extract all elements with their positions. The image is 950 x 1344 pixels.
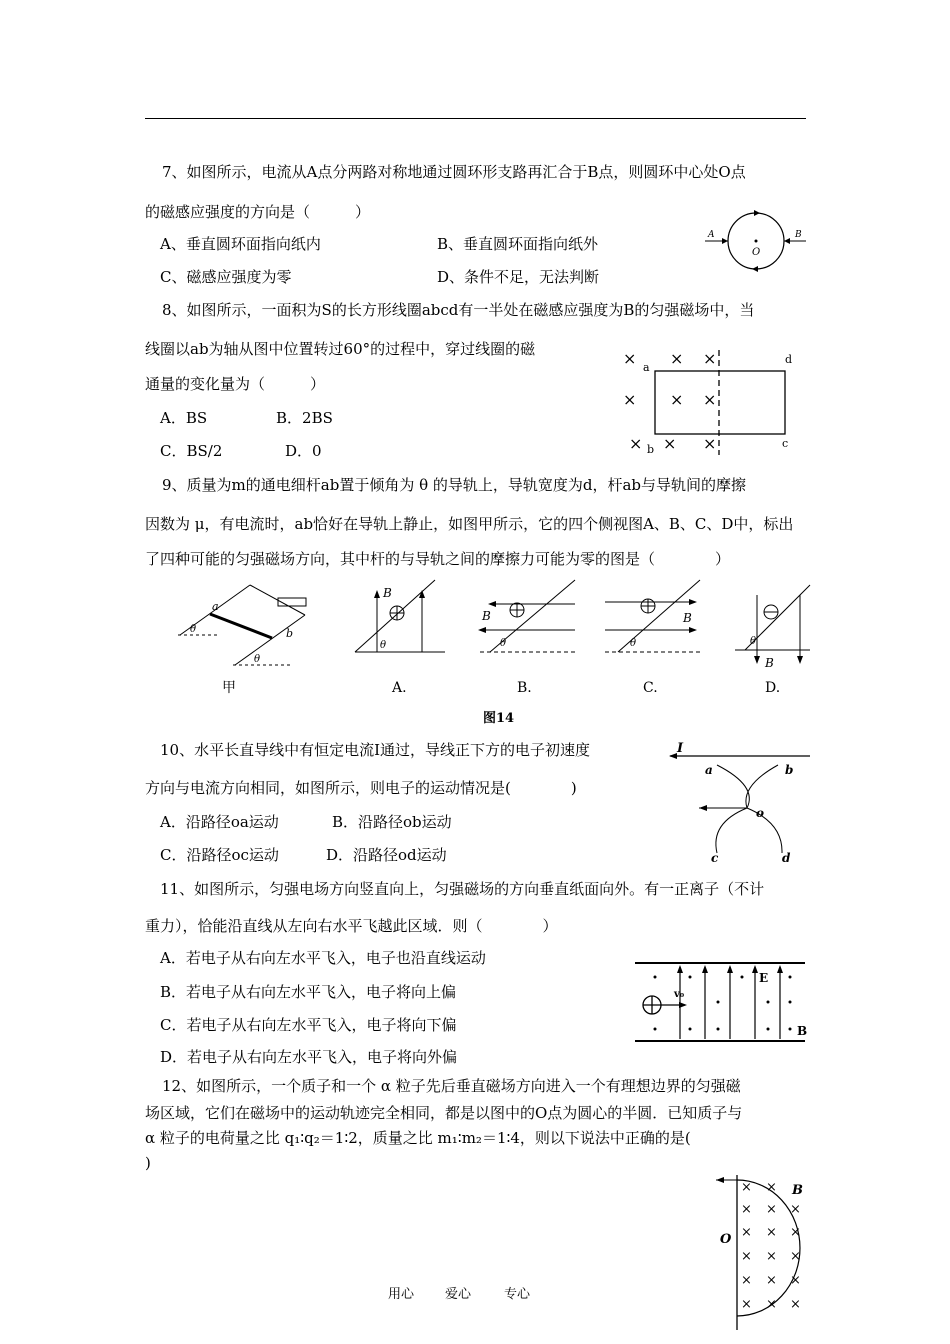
svg-text:×: × bbox=[790, 1225, 801, 1240]
q9-figure-caption: 图14 bbox=[483, 711, 515, 726]
q8-coil-figure bbox=[615, 345, 795, 455]
q11-option-c: C．若电子从右向左水平飞入，电子将向下偏 bbox=[160, 1016, 457, 1034]
svg-text:B: B bbox=[797, 1024, 808, 1038]
q8-stem-line1: 8、如图所示，一面积为S的长方形线圈abcd有一半处在磁感应强度为B的匀强磁场中，当 bbox=[162, 301, 755, 319]
q11-stem-line2: 重力），恰能沿直线从左向右水平飞越此区域．则（ ） bbox=[145, 917, 558, 935]
svg-text:θ: θ bbox=[750, 636, 757, 647]
svg-text:×: × bbox=[623, 349, 637, 368]
svg-text:B: B bbox=[683, 611, 692, 625]
svg-text:×: × bbox=[790, 1249, 801, 1264]
svg-text:×: × bbox=[741, 1202, 752, 1217]
q7-option-a: A、垂直圆环面指向纸内 bbox=[160, 235, 321, 253]
q10-stem-line1: 10、水平长直导线中有恒定电流I通过，导线正下方的电子初速度 bbox=[160, 741, 591, 759]
q7-option-d: D、条件不足，无法判断 bbox=[437, 268, 600, 286]
q7-stem-line1: 7、如图所示，电流从A点分两路对称地通过圆环形支路再汇合于B点，则圆环中心处O点 bbox=[162, 163, 746, 181]
q11-stem-line1: 11、如图所示，匀强电场方向竖直向上，匀强磁场的方向垂直纸面向外。有一正离子（不计 bbox=[160, 880, 765, 898]
q8-stem-line2: 线圈以ab为轴从图中位置转过60°的过程中，穿过线圈的磁 bbox=[145, 340, 536, 358]
svg-text:×: × bbox=[766, 1273, 777, 1288]
svg-text:×: × bbox=[629, 434, 643, 453]
svg-text:×: × bbox=[766, 1180, 777, 1195]
svg-text:I: I bbox=[677, 741, 684, 756]
svg-text:a: a bbox=[212, 600, 219, 613]
svg-text:×: × bbox=[703, 390, 717, 409]
svg-text:B: B bbox=[482, 609, 491, 623]
q9-figures bbox=[160, 580, 810, 730]
header-rule bbox=[145, 118, 806, 119]
q9-figure-a bbox=[355, 580, 445, 696]
q8-label-b: b bbox=[647, 443, 655, 456]
svg-text:×: × bbox=[670, 349, 684, 368]
svg-text:θ: θ bbox=[500, 638, 507, 649]
svg-text:c: c bbox=[711, 851, 719, 865]
q8-stem-line3: 通量的变化量为（ ） bbox=[145, 375, 326, 393]
q10-option-d: D．沿路径od运动 bbox=[326, 846, 447, 864]
q11-option-a: A．若电子从右向左水平飞入，电子也沿直线运动 bbox=[160, 949, 486, 967]
q8-label-d: d bbox=[785, 353, 793, 366]
svg-text:B: B bbox=[383, 586, 392, 600]
q9-label-b: B. bbox=[517, 680, 532, 696]
q10-option-b: B．沿路径ob运动 bbox=[332, 813, 452, 831]
svg-text:×: × bbox=[790, 1297, 801, 1312]
q7-label-b: B bbox=[795, 230, 802, 240]
q9-stem-line2: 因数为 μ，有电流时，ab恰好在导轨上静止，如图甲所示，它的四个侧视图A、B、C、D中，标出 bbox=[145, 515, 794, 533]
footer-text-2: 爱心 bbox=[445, 1287, 472, 1302]
svg-text:×: × bbox=[623, 390, 637, 409]
svg-text:θ: θ bbox=[254, 654, 261, 665]
svg-text:×: × bbox=[670, 390, 684, 409]
q11-option-b: B．若电子从右向左水平飞入，电子将向上偏 bbox=[160, 983, 457, 1001]
svg-text:θ: θ bbox=[630, 638, 637, 649]
q10-option-a: A．沿路径oa运动 bbox=[160, 813, 279, 831]
q11-field-figure bbox=[630, 957, 815, 1047]
svg-text:×: × bbox=[766, 1249, 777, 1264]
q9-figure-d bbox=[735, 585, 810, 696]
q7-label-a: A bbox=[708, 230, 715, 240]
svg-text:×: × bbox=[663, 434, 677, 453]
svg-text:×: × bbox=[741, 1297, 752, 1312]
q7-stem-line2: 的磁感应强度的方向是（ ） bbox=[145, 203, 371, 221]
svg-text:×: × bbox=[790, 1273, 801, 1288]
q8-label-c: c bbox=[782, 437, 789, 450]
svg-text:×: × bbox=[741, 1225, 752, 1240]
footer-text-3: 专心 bbox=[504, 1287, 531, 1302]
svg-text:E: E bbox=[759, 971, 769, 985]
q12-stem-line1: 12、如图所示，一个质子和一个 α 粒子先后垂直磁场方向进入一个有理想边界的匀强磁 bbox=[162, 1077, 741, 1095]
svg-text:b: b bbox=[286, 627, 294, 640]
q9-stem-line1: 9、质量为m的通电细杆ab置于倾角为 θ 的导轨上，导轨宽度为d，杆ab与导轨间的摩擦 bbox=[162, 476, 747, 494]
svg-text:v₀: v₀ bbox=[674, 989, 685, 1000]
q8-option-d: D．0 bbox=[285, 442, 322, 460]
q9-figure-b bbox=[478, 580, 575, 696]
svg-text:o: o bbox=[756, 806, 765, 820]
q10-wire-figure bbox=[665, 738, 815, 863]
svg-text:d: d bbox=[782, 851, 791, 865]
svg-text:×: × bbox=[766, 1297, 777, 1312]
q11-option-d: D．若电子从右向左水平飞入，电子将向外偏 bbox=[160, 1048, 458, 1066]
q8-option-c: C．BS/2 bbox=[160, 442, 223, 460]
q8-label-a: a bbox=[643, 361, 650, 374]
svg-text:×: × bbox=[741, 1249, 752, 1264]
svg-text:O: O bbox=[720, 1232, 732, 1247]
q12-stem-line3: α 粒子的电荷量之比 q₁∶q₂＝1∶2，质量之比 m₁∶m₂＝1∶4，则以下说法中正确的是( bbox=[145, 1129, 691, 1147]
svg-text:×: × bbox=[741, 1273, 752, 1288]
q7-option-b: B、垂直圆环面指向纸外 bbox=[437, 235, 599, 253]
footer-text-1: 用心 bbox=[388, 1287, 415, 1302]
svg-text:b: b bbox=[785, 763, 794, 777]
svg-text:×: × bbox=[703, 434, 717, 453]
q9-figure-c bbox=[605, 580, 700, 696]
svg-text:×: × bbox=[766, 1202, 777, 1217]
svg-text:B: B bbox=[765, 656, 774, 670]
q9-label-c: C. bbox=[643, 680, 658, 696]
q10-option-c: C．沿路径oc运动 bbox=[160, 846, 279, 864]
svg-text:θ: θ bbox=[380, 640, 387, 651]
q9-label-a: A. bbox=[392, 680, 407, 696]
q12-stem-line2: 场区域，它们在磁场中的运动轨迹完全相同，都是以图中的O点为圆心的半圆．已知质子与 bbox=[145, 1104, 743, 1122]
q12-stem-line4: ) bbox=[145, 1154, 151, 1172]
q8-option-a: A．BS bbox=[160, 409, 208, 427]
q9-label-d: D. bbox=[765, 680, 781, 696]
q9-label-jia: 甲 bbox=[222, 680, 236, 696]
svg-text:a: a bbox=[705, 763, 713, 777]
q7-ring-figure bbox=[700, 210, 810, 285]
svg-text:B: B bbox=[792, 1183, 803, 1198]
q12-semicircle-figure bbox=[712, 1170, 812, 1335]
svg-text:θ: θ bbox=[190, 624, 197, 635]
q9-stem-line3: 了四种可能的匀强磁场方向，其中杆的与导轨之间的摩擦力可能为零的图是（ ） bbox=[145, 550, 731, 568]
q9-figure-jia bbox=[178, 585, 306, 696]
q8-option-b: B．2BS bbox=[276, 409, 333, 427]
svg-text:×: × bbox=[741, 1180, 752, 1195]
q7-label-o: O bbox=[752, 247, 761, 258]
svg-text:×: × bbox=[790, 1202, 801, 1217]
svg-text:×: × bbox=[703, 349, 717, 368]
q7-option-c: C、磁感应强度为零 bbox=[160, 268, 292, 286]
svg-text:×: × bbox=[766, 1225, 777, 1240]
q10-stem-line2: 方向与电流方向相同，如图所示，则电子的运动情况是( ) bbox=[145, 779, 577, 797]
